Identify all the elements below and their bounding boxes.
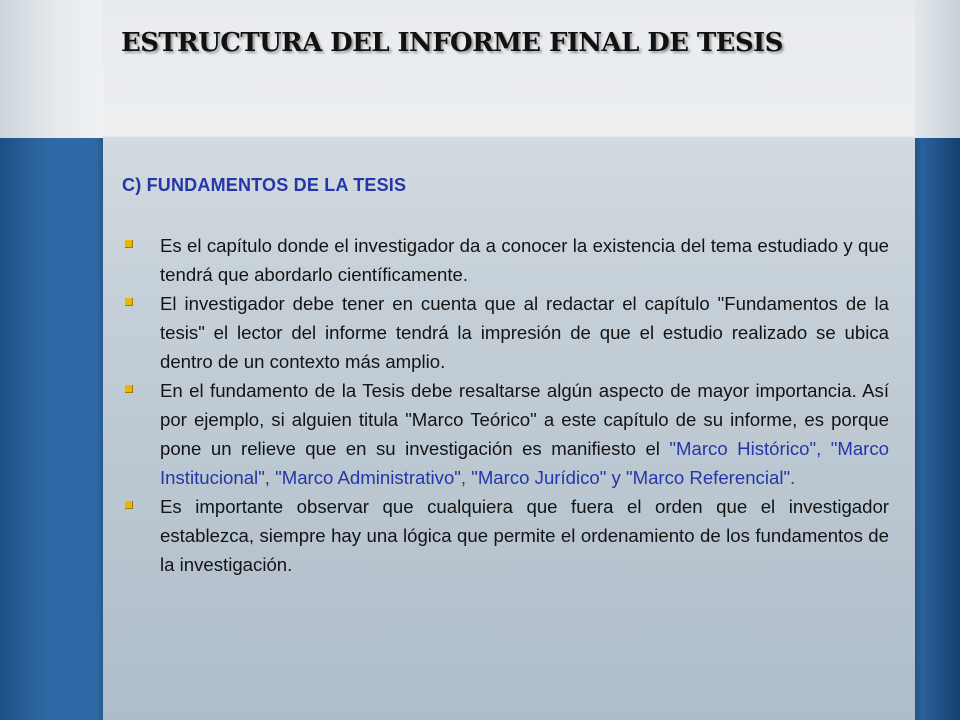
slide-title: ESTRUCTURA DEL INFORME FINAL DE TESIS: [121, 28, 783, 58]
list-item-highlight: "Marco Histórico", "Marco Institucional", "Marco Administrativo", "Marco Jurídico" y "Marco Referencial".: [160, 438, 889, 488]
list-item-text: Es el capítulo donde el investigador da a conocer la existencia del tema estudiado y que tendrá que abordarlo científicamente.: [160, 235, 889, 285]
list-item: [122, 231, 889, 289]
panel-shadow-right: [914, 138, 922, 720]
bullet-list: [122, 231, 889, 579]
list-item: [122, 376, 889, 492]
square-bullet-icon: [125, 298, 133, 306]
list-item-text: En el fundamento de la Tesis debe resaltarse algún aspecto de mayor importancia. Así por ejemplo, si alguien titula "Marco Teórico" a este capítulo de su informe, es porque pone un relieve que en su investigación es manifiesto el: [160, 380, 889, 459]
section-heading: C) FUNDAMENTOS DE LA TESIS: [122, 175, 407, 195]
square-bullet-icon: [125, 385, 133, 393]
list-item: [122, 289, 889, 376]
square-bullet-icon: [125, 501, 133, 509]
list-item: [122, 492, 889, 579]
list-item-text: El investigador debe tener en cuenta que al redactar el capítulo "Fundamentos de la tesis" el lector del informe tendrá la impresión de que el estudio realizado se ubica dentro de un contexto más amplio.: [160, 293, 889, 372]
list-item-text: Es importante observar que cualquiera que fuera el orden que el investigador establezca, siempre hay una lógica que permite el ordenamiento de los fundamentos de la investigación.: [160, 496, 889, 575]
square-bullet-icon: [125, 240, 133, 248]
